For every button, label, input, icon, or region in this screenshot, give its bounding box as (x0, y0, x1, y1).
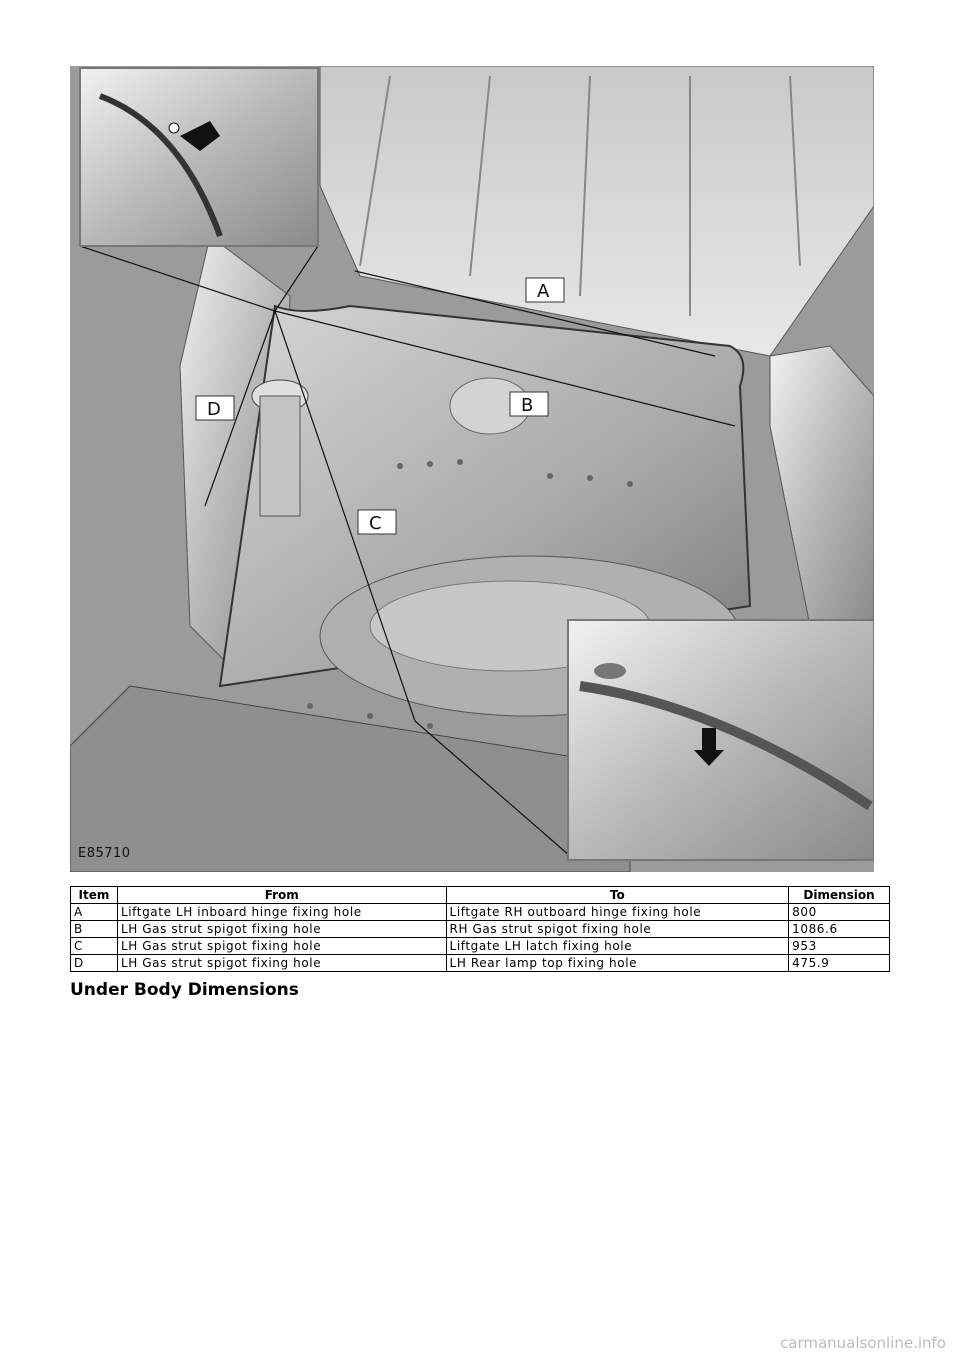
cell-to: Liftgate RH outboard hinge fixing hole (446, 904, 789, 921)
site-watermark: carmanualsonline.info (780, 1334, 946, 1352)
body-dimension-illustration (70, 66, 874, 872)
svg-text:D: D (207, 399, 221, 420)
cell-item: A (71, 904, 118, 921)
table-row (71, 955, 890, 972)
inset-latch-detail (568, 620, 874, 860)
cell-from: LH Gas strut spigot fixing hole (117, 938, 446, 955)
svg-text:C: C (369, 513, 382, 534)
cell-to: Liftgate LH latch fixing hole (446, 938, 789, 955)
dimension-table (70, 886, 890, 972)
svg-text:A: A (537, 281, 550, 302)
figure-code: E85710 (78, 846, 131, 861)
table-row (71, 921, 890, 938)
table-row (71, 938, 890, 955)
cell-to: LH Rear lamp top fixing hole (446, 955, 789, 972)
header-from: From (117, 887, 446, 904)
section-title: Under Body Dimensions (70, 980, 299, 1000)
cell-dimension: 953 (789, 938, 890, 955)
callout-c (358, 510, 396, 534)
table-header-row (71, 887, 890, 904)
cell-dimension: 1086.6 (789, 921, 890, 938)
inset-lh-hinge-detail (80, 68, 318, 246)
cell-item: C (71, 938, 118, 955)
cell-from: LH Gas strut spigot fixing hole (117, 921, 446, 938)
callout-b (510, 392, 548, 416)
cell-from: LH Gas strut spigot fixing hole (117, 955, 446, 972)
cell-item: B (71, 921, 118, 938)
header-dimension: Dimension (789, 887, 890, 904)
header-item: Item (71, 887, 118, 904)
table-row (71, 904, 890, 921)
cell-from: Liftgate LH inboard hinge fixing hole (117, 904, 446, 921)
cell-dimension: 475.9 (789, 955, 890, 972)
cell-to: RH Gas strut spigot fixing hole (446, 921, 789, 938)
cell-item: D (71, 955, 118, 972)
svg-text:B: B (521, 395, 534, 416)
callout-a (526, 278, 564, 302)
cell-dimension: 800 (789, 904, 890, 921)
callout-d (196, 396, 234, 420)
header-to: To (446, 887, 789, 904)
